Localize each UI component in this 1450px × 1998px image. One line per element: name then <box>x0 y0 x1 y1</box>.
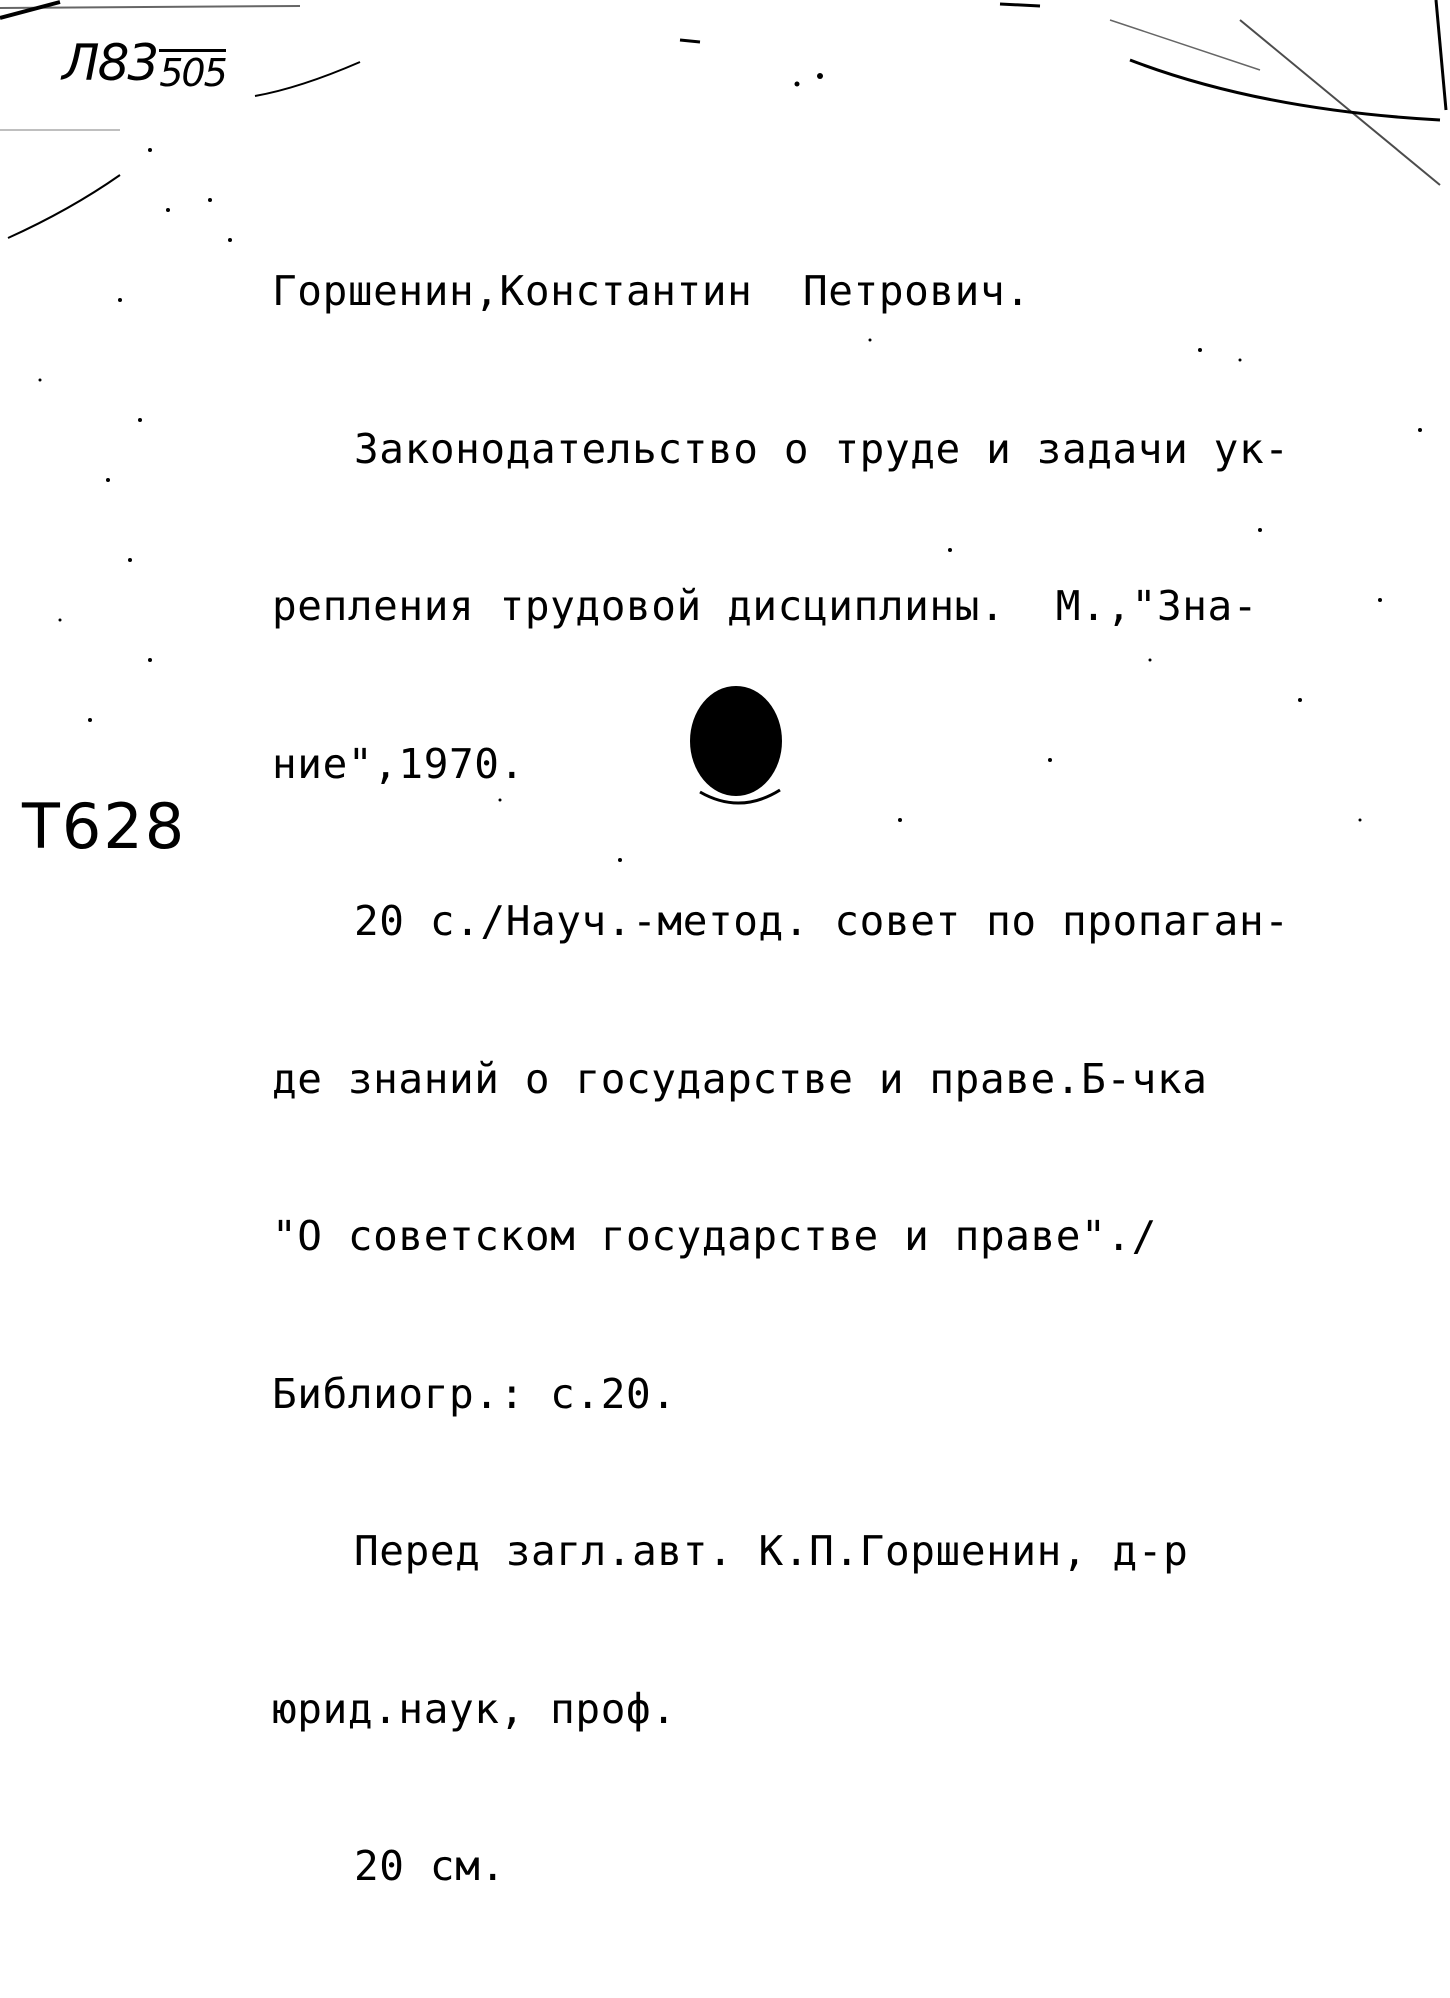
series-line: "О советском государстве и праве"./ <box>272 1212 1157 1260</box>
collation-line-1: 20 с./Науч.-метод. совет по пропаган- <box>354 897 1290 945</box>
bibliography-note: Библиогр.: с.20. <box>272 1369 677 1418</box>
title-line-2: репления трудовой дисциплины. М.,"Зна- <box>272 582 1259 630</box>
imprint-line: ние",1970. <box>272 739 525 788</box>
author-note-line-2: юрид.наук, проф. <box>272 1684 677 1733</box>
author-note-line-1: Перед загл.авт. К.П.Горшенин, д-р <box>354 1527 1189 1575</box>
title-line-1: Законодательство о труде и задачи ук- <box>354 424 1290 473</box>
author-line: Горшенин,Константин Петрович. <box>272 267 1031 315</box>
shelfmark-main: Л83 <box>62 34 158 92</box>
collation-line-2: де знаний о государстве и праве.Б-чка <box>272 1054 1208 1103</box>
shelfmark <box>62 34 226 95</box>
shelfmark-sub: 505 <box>159 51 226 95</box>
bibliographic-entry <box>272 160 1432 1998</box>
size-note: 20 см. <box>354 1842 506 1890</box>
punch-hole <box>690 686 782 796</box>
card-number: Т628 <box>22 790 187 863</box>
